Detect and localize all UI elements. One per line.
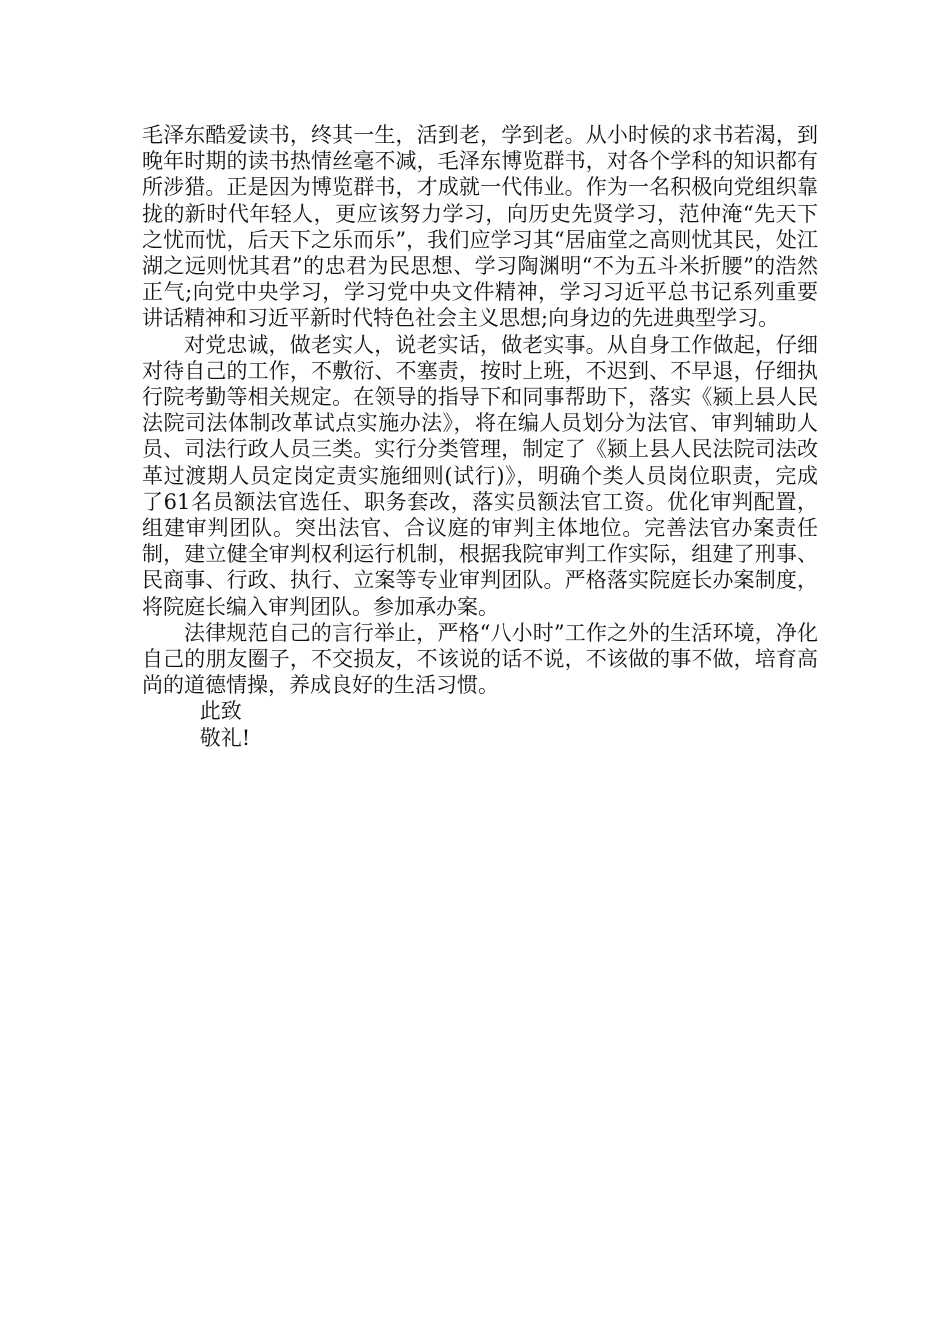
paragraph-loyalty: 对党忠诚，做老实人，说老实话，做老实事。从自身工作做起，仔细对待自己的工作，不敷衍、不塞责，按时上班，不迟到、不早退，仔细执行院考勤等相关规定。在领导的指导下和同事帮助下，落实《颍上县人民法院司法体制改革试点实施办法》，将在编人员划分为法官、审判辅助人员、司法行政人员三类。实行分类管理，制定了《颍上县人民法院司法改革过渡期人员定岗定责实施细则(试行)》，明确个类人员岗位职责，完成了61名员额法官选任、职务套改，落实员额法官工资。优化审判配置，组建审判团队。突出法官、合议庭的审判主体地位。完善法官办案责任制，建立健全审判权利运行机制，根据我院审判工作实际，组建了刑事、民商事、行政、执行、立案等专业审判团队。严格落实院庭长办案制度，将院庭长编入审判团队。参加承办案。 xyxy=(142,332,818,619)
closing-regards: 敬礼! xyxy=(199,725,251,750)
paragraph-conduct: 法律规范自己的言行举止，严格“八小时”工作之外的生活环境，净化自己的朋友圈子，不交损友，不该说的话不说，不该做的事不做，培育高尚的道德情操，养成良好的生活习惯。 xyxy=(142,620,818,698)
closing-salutation: 此致 xyxy=(199,699,242,724)
document-body xyxy=(142,122,818,751)
paragraph-study: 毛泽东酷爱读书，终其一生，活到老，学到老。从小时候的求书若渴，到晚年时期的读书热情丝毫不减，毛泽东博览群书，对各个学科的知识都有所涉猎。正是因为博览群书，才成就一代伟业。作为一名积极向党组织靠拢的新时代年轻人，更应该努力学习，向历史先贤学习，范仲淹“先天下之忧而忧，后天下之乐而乐”，我们应学习其“居庙堂之高则忧其民，处江湖之远则忧其君”的忠君为民思想、学习陶渊明“不为五斗米折腰”的浩然正气;向党中央学习，学习党中央文件精神，学习习近平总书记系列重要讲话精神和习近平新时代特色社会主义思想;向身边的先进典型学习。 xyxy=(142,123,818,331)
